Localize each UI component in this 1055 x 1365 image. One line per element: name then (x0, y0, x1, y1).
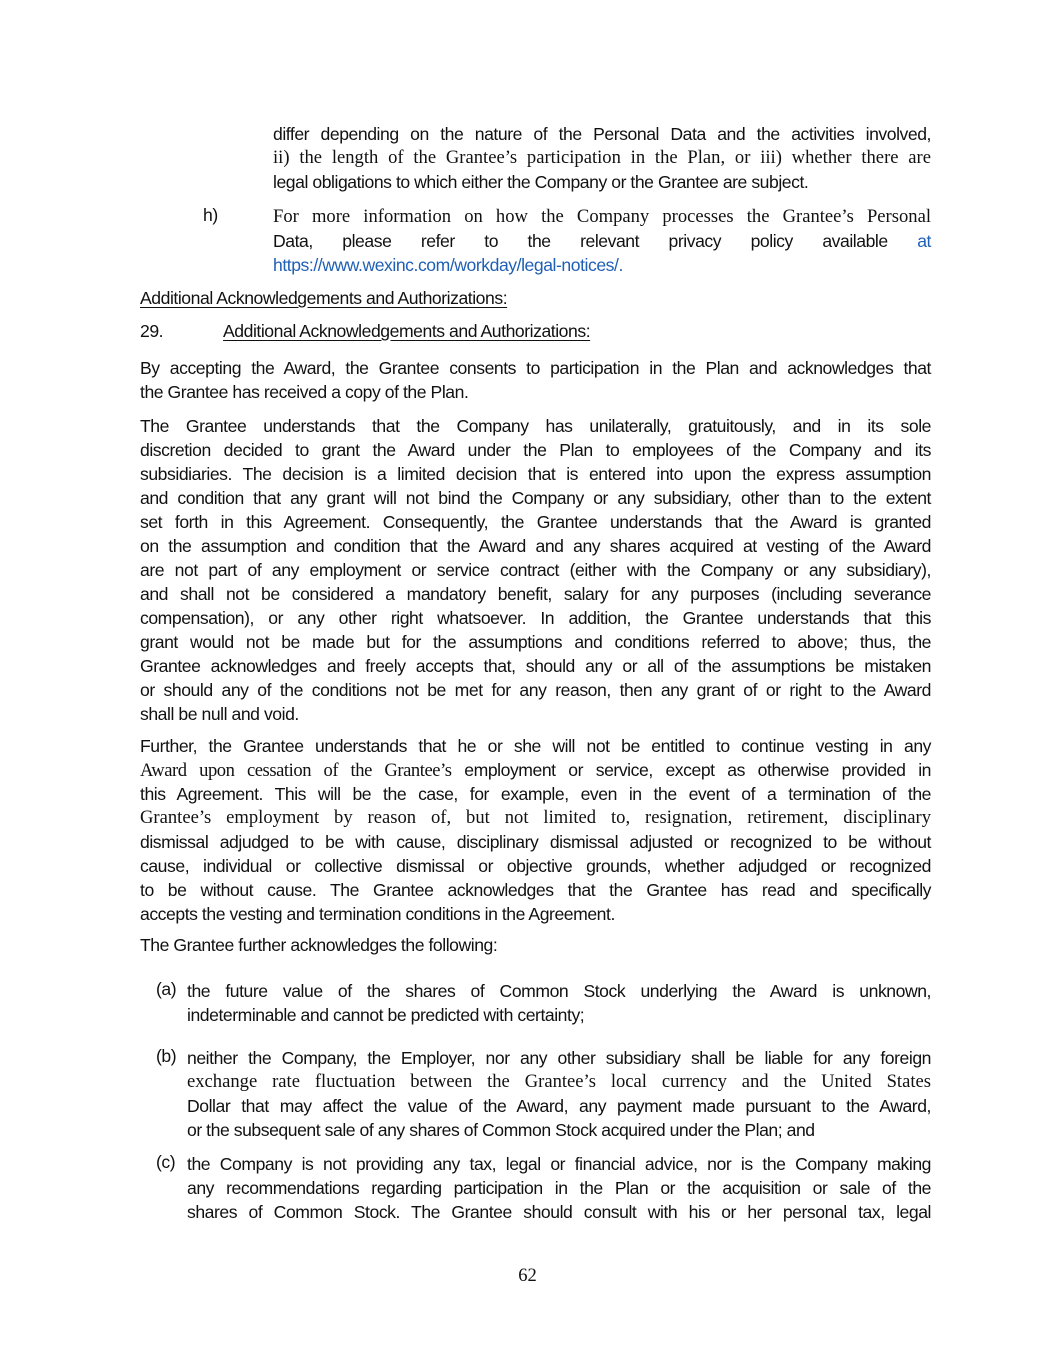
paragraph-vesting (140, 734, 931, 926)
list-item-label: (b) (156, 1046, 177, 1066)
text-line: The Grantee further acknowledges the following: (140, 935, 498, 955)
text-line (140, 758, 931, 782)
list-item-label: (c) (156, 1152, 176, 1172)
text-line: any recommendations regarding participation in the Plan or the acquisition or sale of the (187, 1178, 931, 1198)
text-line: dismissal adjudged to be with cause, disciplinary dismissal adjusted or recognized to be without (140, 832, 931, 852)
section-title: Additional Acknowledgements and Authorizations: (223, 321, 591, 341)
text-line: differ depending on the nature of the Personal Data and the activities involved, (273, 124, 931, 144)
page-number: 62 (518, 1265, 537, 1286)
section-heading: Additional Acknowledgements and Authorizations: (140, 288, 508, 308)
item-h-label: h) (203, 205, 218, 225)
text-line: and condition that any grant will not bind the Company or any subsidiary, other than to the extent (140, 488, 931, 508)
list-item-label: (a) (156, 979, 177, 999)
text-line (273, 229, 931, 253)
text-line: neither the Company, the Employer, nor any other subsidiary shall be liable for any foreign (187, 1048, 931, 1068)
text-line: shall be null and void. (140, 704, 299, 724)
list-item-a (187, 979, 931, 1027)
paragraph-acceptance (140, 356, 931, 404)
continuation-paragraph (273, 122, 931, 194)
text-line: compensation), or any other right whatsoever. In addition, the Grantee understands that this (140, 608, 931, 628)
text-line: subsidiaries. The decision is a limited decision that is entered into upon the express assumption (140, 464, 931, 484)
text-line: the future value of the shares of Common Stock underlying the Award is unknown, (187, 981, 931, 1001)
section-number: 29. (140, 321, 164, 341)
paragraph-discretion (140, 414, 931, 726)
list-item-c (187, 1152, 931, 1224)
text-line: For more information on how the Company processes the Grantee’s Personal (273, 206, 931, 227)
item-h-body (273, 205, 931, 277)
text-line: cause, individual or collective dismissal or objective grounds, whether adjudged or recognized (140, 856, 931, 876)
text-line: on the assumption and condition that the Award and any shares acquired at vesting of the Award (140, 536, 931, 556)
text-line: indeterminable and cannot be predicted with certainty; (187, 1005, 585, 1025)
text-line: exchange rate fluctuation between the Grantee’s local currency and the United States (187, 1071, 931, 1092)
text-line: Grantee’s employment by reason of, but not limited to, resignation, retirement, disciplinary (140, 807, 931, 828)
text-line: Further, the Grantee understands that he or she will not be entitled to continue vesting in any (140, 736, 931, 756)
text-line: or the subsequent sale of any shares of Common Stock acquired under the Plan; and (187, 1120, 815, 1140)
text-line (273, 253, 931, 277)
text-line: or should any of the conditions not be met for any reason, then any grant of or right to the Award (140, 680, 931, 700)
privacy-policy-link[interactable]: https://www.wexinc.com/workday/legal-notices/. (273, 255, 623, 275)
text-line: Dollar that may affect the value of the Award, any payment made pursuant to the Award, (187, 1096, 931, 1116)
text-fragment: Data, please refer to the relevant privacy policy available (273, 231, 888, 251)
text-fragment: Award upon cessation of the Grantee’s (140, 760, 452, 781)
list-item-b (187, 1046, 931, 1142)
text-line: shares of Common Stock. The Grantee should consult with his or her personal tax, legal (187, 1202, 931, 1222)
text-line: By accepting the Award, the Grantee consents to participation in the Plan and acknowledges that (140, 358, 931, 378)
text-line: Grantee acknowledges and freely accepts that, should any or all of the assumptions be mistaken (140, 656, 931, 676)
text-line: and shall not be considered a mandatory benefit, salary for any purposes (including severance (140, 584, 931, 604)
text-fragment: employment or service, except as otherwise provided in (464, 760, 931, 780)
text-line: accepts the vesting and termination conditions in the Agreement. (140, 904, 615, 924)
text-line: The Grantee understands that the Company has unilaterally, gratuitously, and in its sole (140, 416, 931, 436)
text-line: this Agreement. This will be the case, for example, even in the event of a termination of the (140, 784, 931, 804)
text-line: legal obligations to which either the Company or the Grantee are subject. (273, 172, 809, 192)
text-line: the Company is not providing any tax, legal or financial advice, nor is the Company making (187, 1154, 931, 1174)
paragraph-further (140, 933, 931, 957)
text-line: grant would not be made but for the assumptions and conditions referred to above; thus, the (140, 632, 931, 652)
link-prefix: at (917, 231, 931, 251)
text-line: to be without cause. The Grantee acknowledges that the Grantee has read and specifically (140, 880, 931, 900)
text-line: discretion decided to grant the Award under the Plan to employees of the Company and its (140, 440, 931, 460)
text-line: set forth in this Agreement. Consequently, the Grantee understands that the Award is granted (140, 512, 931, 532)
text-line: are not part of any employment or service contract (either with the Company or any subsidiary), (140, 560, 931, 580)
text-line: the Grantee has received a copy of the Plan. (140, 382, 469, 402)
text-line: ii) the length of the Grantee’s participation in the Plan, or iii) whether there are (273, 147, 931, 168)
